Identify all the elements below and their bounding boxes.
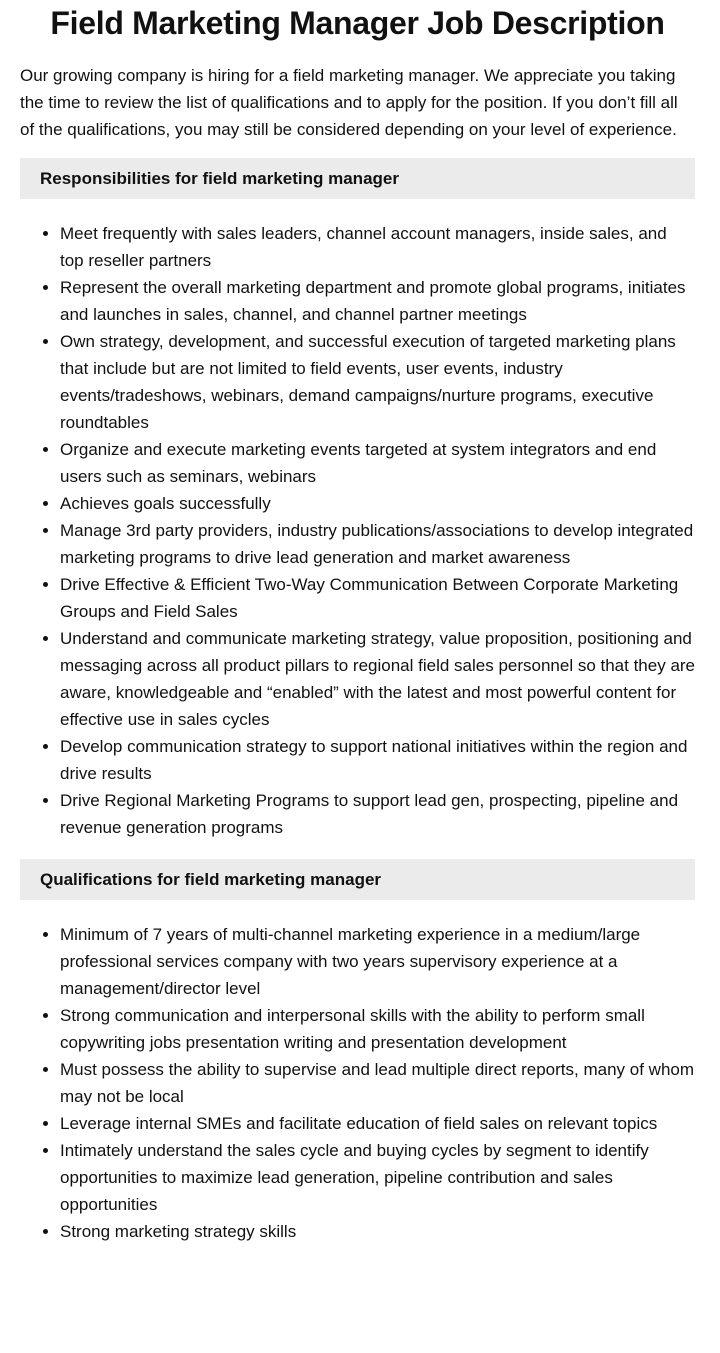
- page-title: Field Marketing Manager Job Description: [50, 5, 665, 41]
- responsibilities-list: [20, 220, 695, 841]
- list-item: • Intimately understand the sales cycle and buying cycles by segment to identify opportunities to maximize lead generation, pipeline contribution and sales opportunities: [60, 1137, 695, 1218]
- intro-paragraph: Our growing company is hiring for a field marketing manager. We appreciate you taking the time to review the list of qualifications and to apply for the position. If you don’t fill all of the qualifications, you may still be considered depending on your level of experience.: [20, 66, 678, 139]
- qualifications-list: [20, 921, 695, 1245]
- list-item: • Leverage internal SMEs and facilitate education of field sales on relevant topics: [60, 1110, 695, 1137]
- qualifications-heading: Qualifications for field marketing manager: [20, 859, 695, 900]
- list-item: • Minimum of 7 years of multi-channel marketing experience in a medium/large professional services company with two years supervisory experience at a management/director level: [60, 921, 695, 1002]
- list-item: • Organize and execute marketing events targeted at system integrators and end users such as seminars, webinars: [60, 436, 695, 490]
- list-item: • Understand and communicate marketing strategy, value proposition, positioning and messaging across all product pillars to regional field sales personnel so that they are aware, knowledgeable and “enabled” with the latest and most powerful content for effective use in sales cycles: [60, 625, 695, 733]
- list-item: • Represent the overall marketing department and promote global programs, initiates and launches in sales, channel, and channel partner meetings: [60, 274, 695, 328]
- list-item: • Meet frequently with sales leaders, channel account managers, inside sales, and top reseller partners: [60, 220, 695, 274]
- list-item: • Own strategy, development, and successful execution of targeted marketing plans that include but are not limited to field events, user events, industry events/tradeshows, webinars, demand campaigns/nurture programs, executive roundtables: [60, 328, 695, 436]
- list-item: • Drive Regional Marketing Programs to support lead gen, prospecting, pipeline and revenue generation programs: [60, 787, 695, 841]
- list-item: • Strong marketing strategy skills: [60, 1218, 695, 1245]
- list-item: • Manage 3rd party providers, industry publications/associations to develop integrated marketing programs to drive lead generation and market awareness: [60, 517, 695, 571]
- list-item: • Must possess the ability to supervise and lead multiple direct reports, many of whom may not be local: [60, 1056, 695, 1110]
- responsibilities-heading: Responsibilities for field marketing manager: [20, 158, 695, 199]
- list-item: • Develop communication strategy to support national initiatives within the region and drive results: [60, 733, 695, 787]
- list-item: • Achieves goals successfully: [60, 490, 695, 517]
- list-item: • Strong communication and interpersonal skills with the ability to perform small copywriting jobs presentation writing and presentation development: [60, 1002, 695, 1056]
- list-item: • Drive Effective & Efficient Two-Way Communication Between Corporate Marketing Groups and Field Sales: [60, 571, 695, 625]
